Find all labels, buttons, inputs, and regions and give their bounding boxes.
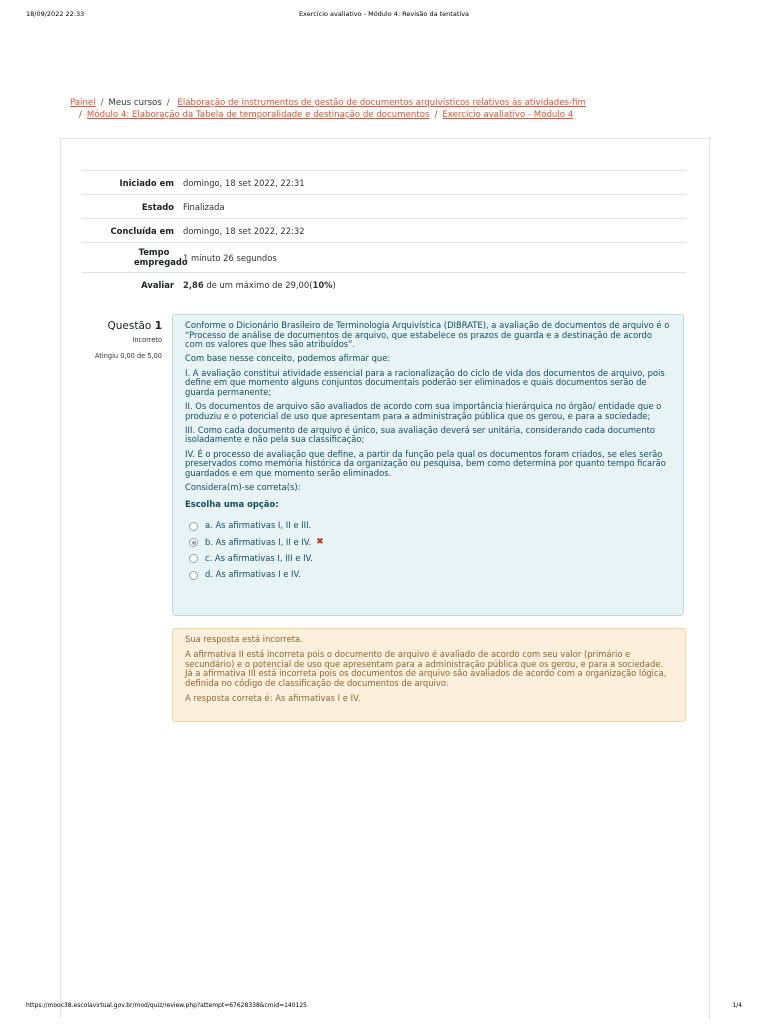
answer-option-a[interactable] (185, 518, 671, 534)
question-paragraph: I. A avaliação constitui atividade essencial para a racionalização do ciclo de vida dos documentos de arquivo, pois define em que momento alguns conjuntos documentais poderão ser eliminados e quais documentos serão de guarda permanente; (185, 367, 665, 397)
summary-value (180, 273, 686, 297)
print-header (0, 10, 768, 22)
answer-option-label: c. As afirmativas I, III e IV. (205, 553, 313, 563)
grade-end: ) (332, 279, 336, 290)
breadcrumb-link-quiz[interactable]: Exercício avaliativo - Módulo 4 (442, 110, 574, 120)
radio-button-checked[interactable] (189, 538, 198, 547)
answer-option-label: a. As afirmativas I, II e III. (205, 520, 312, 531)
summary-label: Iniciado em (119, 177, 174, 188)
question-info (82, 320, 162, 360)
breadcrumb-link-module[interactable]: Módulo 4: Elaboração da Tabela de temporalidade e destinação de documentos (86, 110, 430, 120)
print-date: 18/09/2022 22:33 (26, 10, 85, 18)
incorrect-x-icon: ✖ (316, 536, 324, 547)
grade-score: 2,86 (183, 279, 204, 290)
breadcrumb-row-2 (70, 109, 710, 121)
question-paragraph: Considera(m)-se correta(s): (185, 481, 301, 492)
answer-prompt: Escolha uma opção: (185, 499, 279, 510)
feedback-correct-answer: A resposta correta é: As afirmativas I e IV. (185, 692, 361, 703)
question-state: Incorreto (132, 336, 162, 344)
answer-options (185, 518, 671, 583)
question-paragraph: II. Os documentos de arquivo são avaliados de acordo com sua importância hierárquica no órgão/ entidade que o produziu e o potencial de uso que apresentam para a administração pública que os gerou, e para a sociedade; (185, 400, 662, 421)
radio-button[interactable] (189, 522, 198, 531)
summary-row-completed (82, 219, 686, 243)
summary-label-text: Tempo empregado (134, 247, 188, 267)
feedback-status: Sua resposta está incorreta. (185, 634, 303, 644)
print-url: https://mooc38.escolavirtual.gov.br/mod/quiz/review.php?attempt=67628338&cmid=140125 (26, 1002, 307, 1009)
summary-row-state (82, 195, 686, 219)
question-label: Questão (107, 320, 152, 332)
feedback-explanation: A afirmativa II está incorreta pois o documento de arquivo é avaliado de acordo com seu valor (primário e secundário) e o potencial de uso que apresentam para a administração pública que os gerou, e para a sociedade. Já a afirmativa III está incorreta pois os documentos de arquivo são avaliados de acordo com a organização lógica, definida no código de classificação de documentos de arquivo. (185, 648, 667, 689)
breadcrumb-separator: / (166, 98, 170, 108)
answer-option-label: d. As afirmativas I e IV. (205, 569, 301, 580)
radio-button[interactable] (189, 571, 198, 580)
summary-row-started (82, 171, 686, 195)
grade-percent: 10% (312, 279, 333, 290)
breadcrumb-separator: / (434, 110, 438, 120)
question-paragraph: Com base nesse conceito, podemos afirmar que: (185, 353, 391, 364)
breadcrumb-separator: / (79, 110, 82, 120)
attempt-summary-table (82, 170, 686, 297)
radio-button[interactable] (189, 554, 198, 563)
summary-label: Concluída em (110, 225, 174, 236)
question-paragraph: Conforme o Dicionário Brasileiro de Terminologia Arquivística (DIBRATE), a avaliação de documentos de arquivo é o “Processo de análise de documentos de arquivo, que estabelece os prazos de guarda e a destinação de acordo com os valores que lhes são atribuídos”. (185, 320, 670, 350)
grade-middle: de um máximo de 29,00( (203, 279, 313, 290)
summary-value: 1 minuto 26 segundos (183, 252, 277, 263)
summary-value: domingo, 18 set 2022, 22:32 (183, 225, 305, 236)
breadcrumb-separator: / (100, 98, 104, 108)
summary-label: Avaliar (141, 279, 174, 290)
answer-option-c[interactable] (185, 551, 671, 567)
print-title: Exercício avaliativo - Módulo 4: Revisão da tentativa (298, 10, 470, 18)
summary-row-time-taken (82, 243, 686, 273)
question-grade: Atingiu 0,00 de 5,00 (94, 352, 162, 360)
answer-option-d[interactable] (185, 567, 671, 583)
print-page-number: 1/4 (732, 1002, 742, 1009)
breadcrumb-link-course[interactable]: Elaboração de instrumentos de gestão de documentos arquivísticos relativos às atividades-fim (177, 98, 586, 108)
breadcrumb (70, 97, 710, 121)
answer-option-label: b. As afirmativas I, II e IV. (205, 536, 312, 547)
answer-option-b[interactable] (185, 534, 671, 550)
summary-label (82, 243, 188, 273)
summary-label: Estado (141, 201, 174, 212)
question-paragraph: III. Como cada documento de arquivo é único, sua avaliação deverá ser unitária, considerando cada documento isoladamente e não pela sua classificação; (185, 424, 656, 445)
question-content (172, 314, 684, 616)
question-number-value: 1 (154, 320, 162, 332)
question-number (82, 320, 162, 332)
summary-value: Finalizada (183, 201, 225, 212)
summary-value: domingo, 18 set 2022, 22:31 (183, 177, 305, 188)
breadcrumb-row-1 (70, 97, 710, 109)
summary-row-grade (82, 273, 686, 297)
feedback-box (172, 628, 686, 722)
breadcrumb-link-painel[interactable]: Painel (70, 98, 96, 108)
question-paragraph: IV. É o processo de avaliação que define, a partir da função pela qual os documentos foram criados, se eles serão preservados como memória histórica da organização ou pesquisa, bem como determina por quanto tempo ficarão guardados e em que momento serão eliminados. (185, 448, 666, 478)
breadcrumb-item-meus-cursos: Meus cursos (108, 98, 162, 108)
